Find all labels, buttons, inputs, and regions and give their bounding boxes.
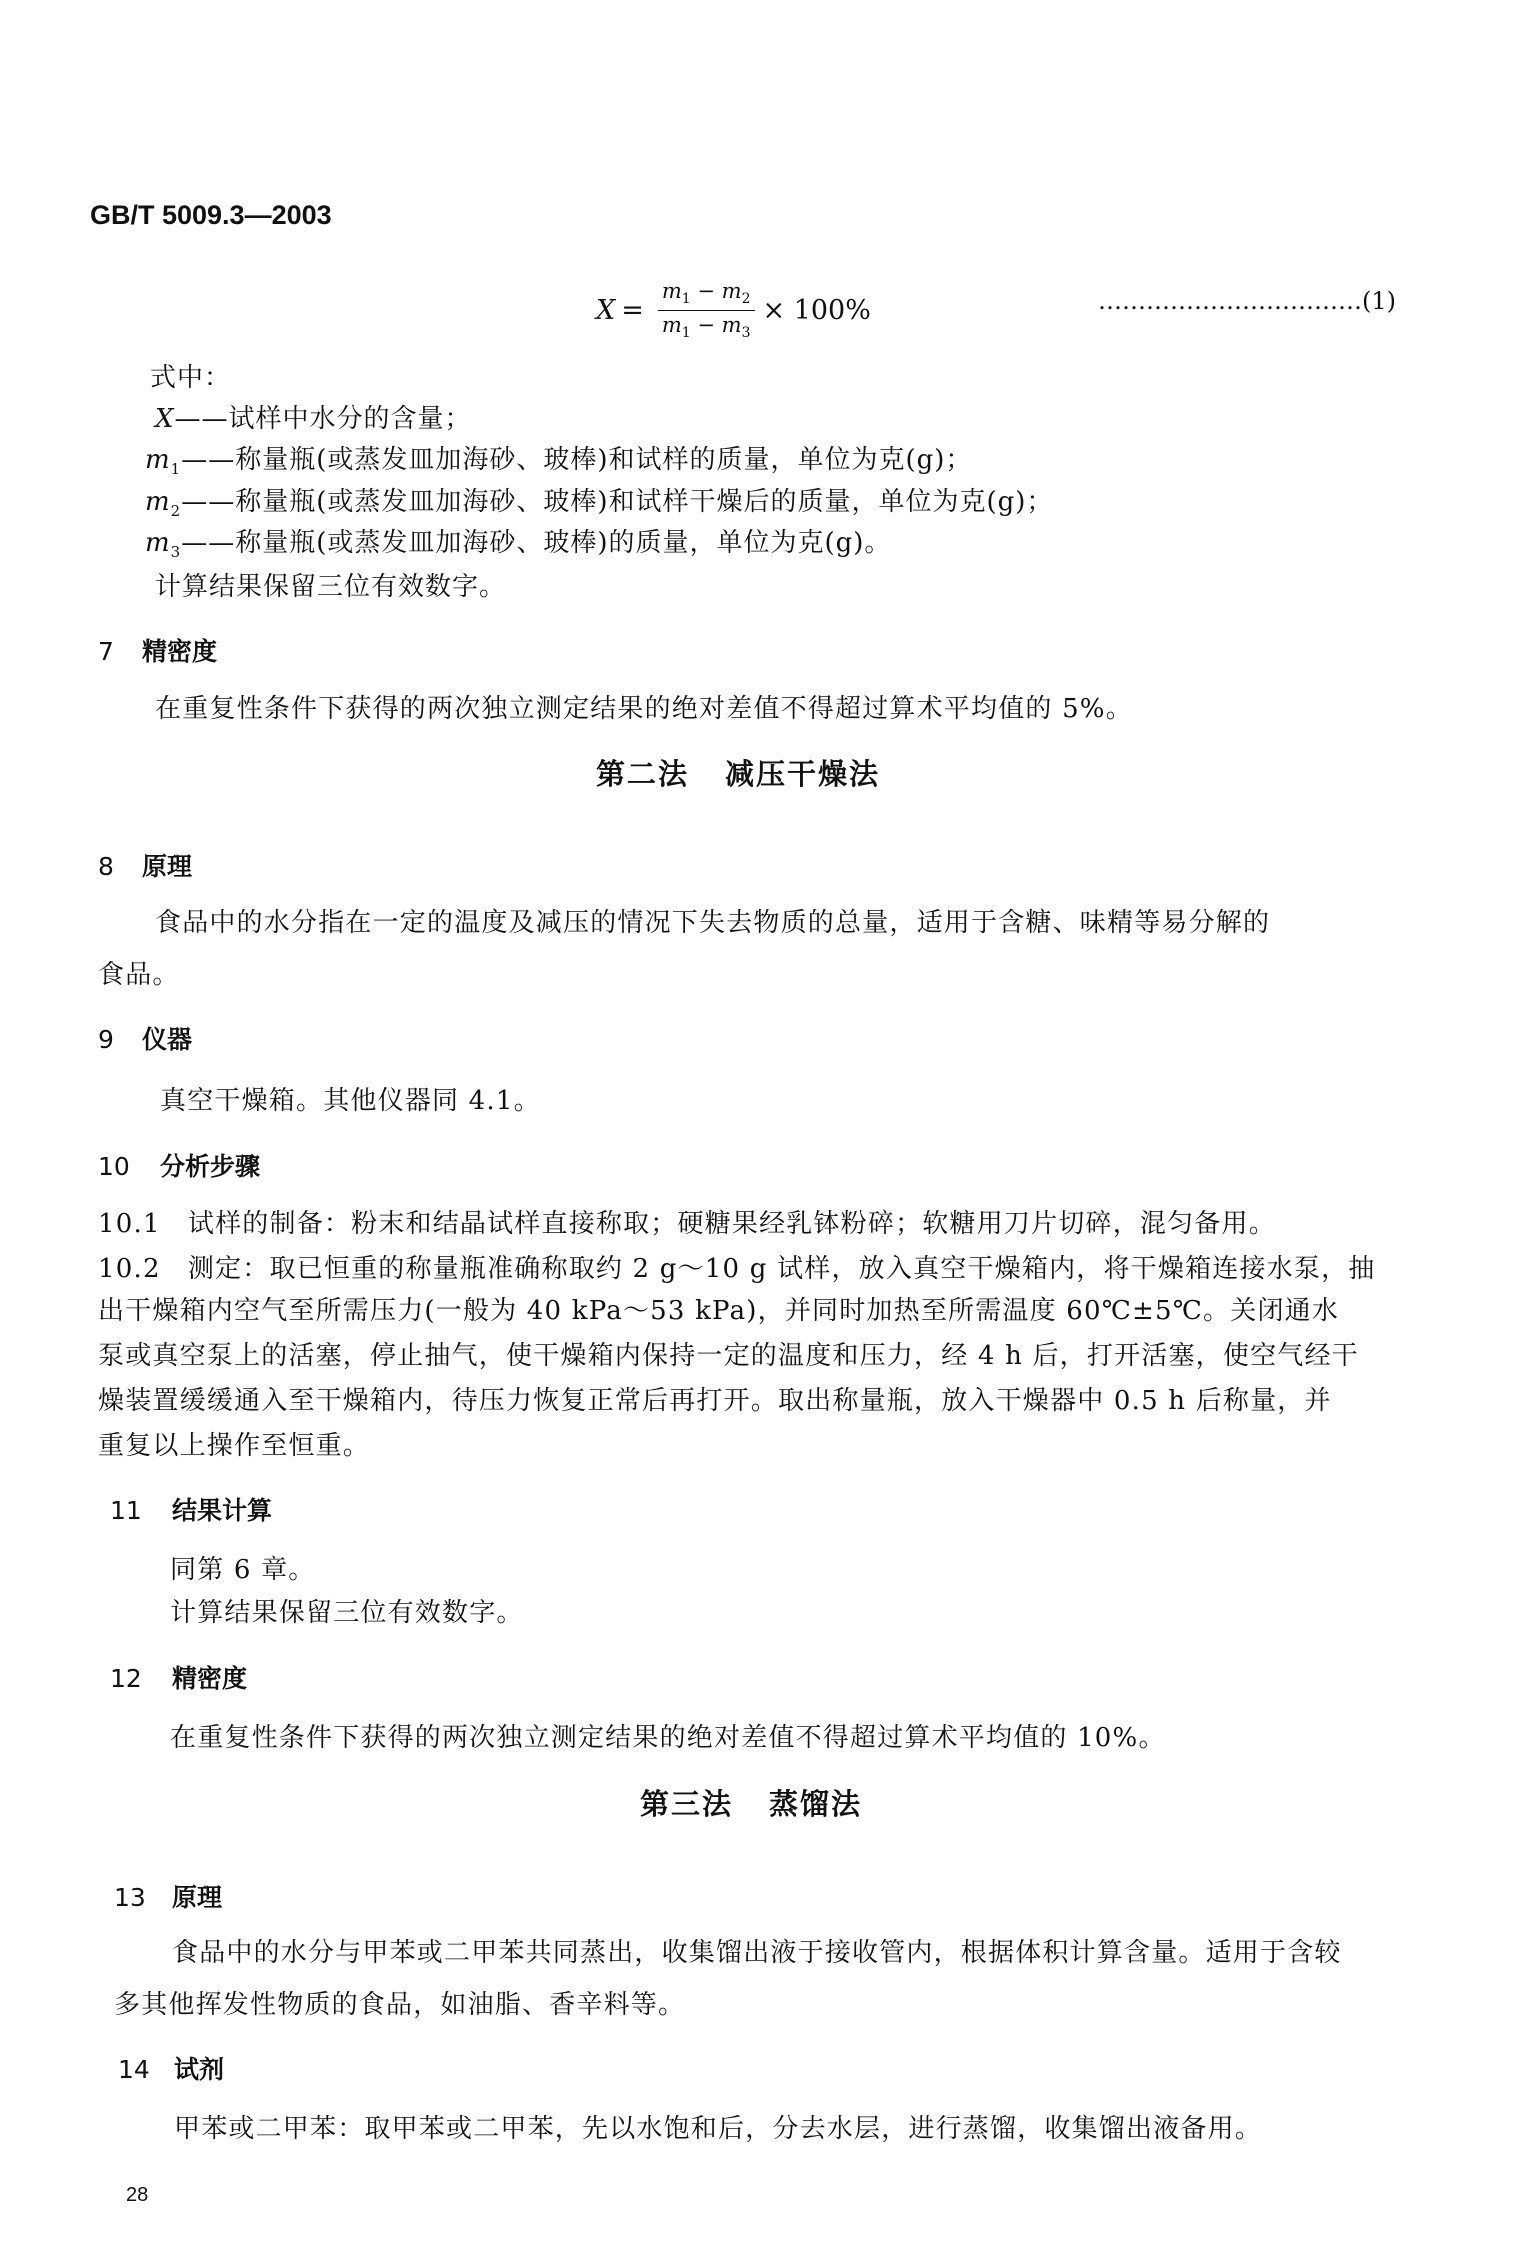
section-10-2-line-1: 10.2 测定：取已恒重的称量瓶准确称取约 2 g～10 g 试样，放入真空干燥箱内，将干燥箱连接水泵，抽	[98, 1254, 1376, 1284]
definitions-note: 计算结果保留三位有效数字。	[155, 572, 507, 602]
section-7-heading	[98, 632, 217, 668]
def-var: X	[155, 404, 175, 434]
def-text: ——试样中水分的含量；	[174, 404, 472, 434]
def-sub: 2	[170, 502, 182, 521]
def-var: m	[145, 528, 171, 558]
section-8-heading	[98, 847, 192, 883]
section-9-heading	[98, 1020, 192, 1056]
section-number: 9	[98, 1025, 114, 1054]
def-sub: 3	[170, 543, 182, 562]
section-8-line-1: 食品中的水分指在一定的温度及减压的情况下失去物质的总量，适用于含糖、味精等易分解的	[155, 908, 1271, 938]
method-label: 第三法	[640, 1787, 734, 1821]
section-14-heading	[118, 2050, 224, 2086]
section-13-heading	[114, 1878, 222, 1914]
section-title: 分析步骤	[160, 1152, 261, 1181]
def-var: m	[145, 445, 171, 475]
section-10-1: 10.1 试样的制备：粉末和结晶试样直接称取；硬糖果经乳钵粉碎；软糖用刀片切碎，混匀备用。	[98, 1209, 1276, 1239]
formula-denominator	[658, 311, 755, 341]
section-10-2-line-4: 燥装置缓缓通入至干燥箱内，待压力恢复正常后再打开。取出称量瓶，放入干燥器中 0.5 h 后称量，并	[98, 1386, 1332, 1416]
section-12-heading	[110, 1659, 247, 1695]
section-9-text: 真空干燥箱。其他仪器同 4.1。	[160, 1086, 541, 1116]
section-number: 14	[118, 2055, 150, 2084]
section-number: 13	[114, 1883, 146, 1912]
section-title: 结果计算	[172, 1496, 273, 1525]
definition-m2	[145, 481, 1053, 520]
section-10-heading	[98, 1147, 260, 1183]
section-number: 8	[98, 852, 114, 881]
def-text: ——称量瓶(或蒸发皿加海砂、玻棒)的质量，单位为克(g)。	[181, 528, 892, 558]
den-a: m	[661, 312, 682, 337]
section-14-text: 甲苯或二甲苯：取甲苯或二甲苯，先以水饱和后，分去水层，进行蒸馏，收集馏出液备用。	[174, 2114, 1263, 2144]
section-title: 精密度	[142, 637, 218, 666]
formula-lhs: X	[596, 294, 616, 326]
den-b-sub: 3	[741, 324, 751, 341]
section-10-2-line-5: 重复以上操作至恒重。	[98, 1431, 371, 1461]
section-7-text: 在重复性条件下获得的两次独立测定结果的绝对差值不得超过算术平均值的 5%。	[155, 694, 1133, 724]
formula-times: × 100%	[762, 294, 871, 326]
formula-1	[596, 280, 871, 340]
definition-m3	[145, 522, 891, 561]
section-title: 精密度	[172, 1664, 248, 1693]
equation-number: ……………………………(1)	[1098, 287, 1396, 315]
formula-numerator	[658, 279, 755, 310]
section-title: 原理	[142, 852, 193, 881]
definitions-intro: 式中：	[150, 363, 232, 393]
standard-code: GB/T 5009.3—2003	[90, 200, 332, 230]
method-3-title	[640, 1782, 862, 1823]
section-number: 12	[110, 1664, 142, 1693]
num-op: −	[690, 279, 722, 304]
def-text: ——称量瓶(或蒸发皿加海砂、玻棒)和试样干燥后的质量，单位为克(g)；	[181, 487, 1054, 517]
method-2-title	[596, 752, 880, 793]
den-b: m	[721, 312, 742, 337]
section-title: 原理	[172, 1883, 223, 1912]
section-13-line-1: 食品中的水分与甲苯或二甲苯共同蒸出，收集馏出液于接收管内，根据体积计算含量。适用于含较	[172, 1938, 1342, 1968]
num-a: m	[661, 279, 682, 304]
def-text: ——称量瓶(或蒸发皿加海砂、玻棒)和试样的质量，单位为克(g)；	[181, 445, 973, 475]
section-title: 试剂	[174, 2055, 225, 2084]
section-number: 11	[110, 1496, 142, 1525]
formula-equals: =	[621, 294, 644, 326]
section-11-line-1: 同第 6 章。	[170, 1555, 316, 1585]
def-var: m	[145, 487, 171, 517]
section-11-heading	[110, 1491, 272, 1527]
num-a-sub: 1	[681, 291, 691, 308]
section-number: 10	[98, 1152, 130, 1181]
section-title: 仪器	[142, 1025, 193, 1054]
den-op: −	[690, 312, 722, 337]
num-b: m	[721, 279, 742, 304]
section-13-line-2: 多其他挥发性物质的食品，如油脂、香辛料等。	[114, 1990, 686, 2020]
formula-fraction	[658, 279, 755, 340]
definition-x	[155, 398, 472, 435]
def-sub: 1	[170, 460, 182, 479]
method-name: 减压干燥法	[725, 757, 881, 791]
num-b-sub: 2	[741, 291, 751, 308]
section-10-2-line-2: 出干燥箱内空气至所需压力(一般为 40 kPa～53 kPa)，并同时加热至所需温度 60℃±5℃。关闭通水	[98, 1296, 1340, 1326]
page-number: 28	[126, 2184, 149, 2206]
section-10-2-line-3: 泵或真空泵上的活塞，停止抽气，使干燥箱内保持一定的温度和压力，经 4 h 后，打开活塞，使空气经干	[98, 1341, 1359, 1371]
section-number: 7	[98, 637, 114, 666]
section-8-line-2: 食品。	[98, 960, 180, 990]
method-label: 第二法	[596, 757, 690, 791]
section-11-line-2: 计算结果保留三位有效数字。	[170, 1598, 524, 1628]
den-a-sub: 1	[681, 324, 691, 341]
method-name: 蒸馏法	[769, 1787, 863, 1821]
section-12-text: 在重复性条件下获得的两次独立测定结果的绝对差值不得超过算术平均值的 10%。	[170, 1723, 1166, 1753]
definition-m1	[145, 439, 972, 478]
